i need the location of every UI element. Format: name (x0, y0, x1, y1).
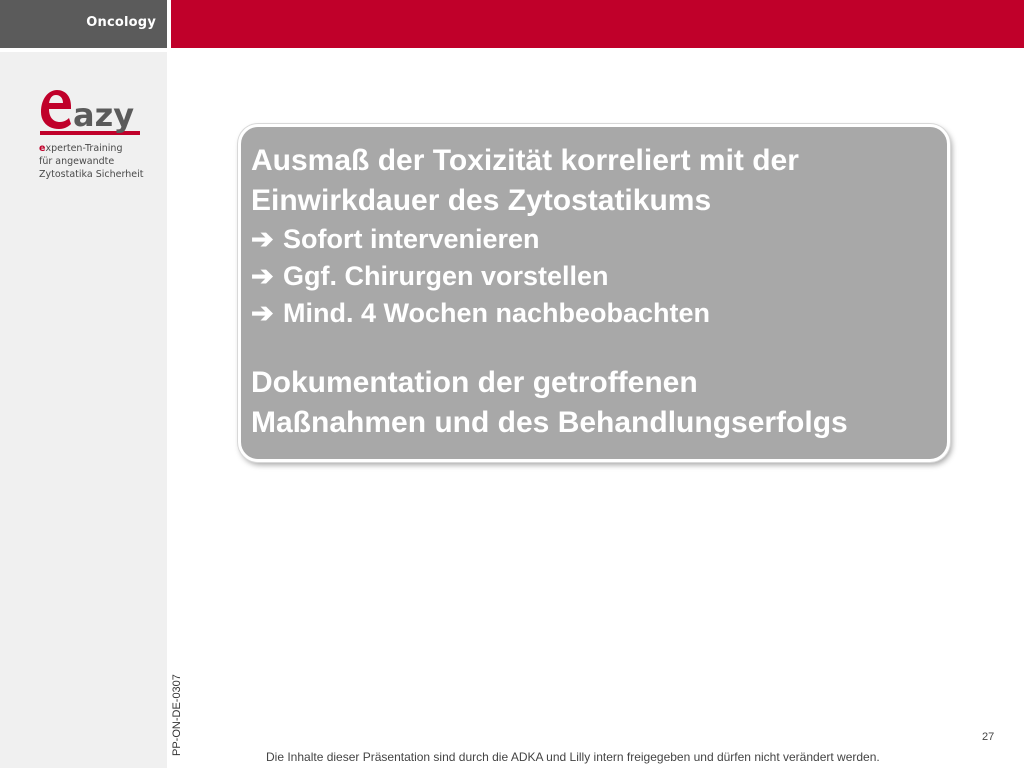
page-number: 27 (982, 731, 995, 743)
tagline-line-1-rest: xperten-Training (45, 143, 123, 154)
callout-bullet (251, 221, 937, 258)
callout-bullet-text: Mind. 4 Wochen nachbeobachten (283, 298, 711, 328)
header-red-bar (171, 0, 1024, 48)
arrow-right-icon: ➔ (251, 298, 274, 328)
callout-bullet-text: Ggf. Chirurgen vorstellen (283, 261, 609, 291)
callout-closing-line-1: Dokumentation der getroffenen (251, 366, 698, 399)
footer-disclaimer: Die Inhalte dieser Präsentation sind durch die ADKA und Lilly intern freigegeben und dürfen nicht verändert werden. (266, 750, 880, 764)
tagline-line-1 (39, 142, 143, 155)
callout-heading-line-1: Ausmaß der Toxizität korreliert mit der (251, 144, 799, 177)
tagline-line-3: Zytostatika Sicherheit (39, 169, 144, 180)
callout-box (238, 124, 950, 462)
svg-text:azy: azy (73, 96, 135, 134)
callout-bullet-text: Sofort intervenieren (283, 224, 540, 254)
arrow-right-icon: ➔ (251, 261, 274, 291)
callout-closing-line-2: Maßnahmen und des Behandlungserfolgs (251, 406, 848, 439)
callout-bullet (251, 258, 937, 295)
logo-tagline (39, 142, 143, 181)
document-code: PP-ON-DE-0307 (171, 674, 183, 756)
tagline-red-e: e (39, 143, 46, 154)
eazy-logo (38, 86, 148, 136)
arrow-right-icon: ➔ (251, 224, 274, 254)
section-label: Oncology (86, 15, 156, 30)
callout-spacer (251, 332, 937, 363)
callout-heading-line-2: Einwirkdauer des Zytostatikums (251, 184, 712, 217)
tagline-line-2: für angewandte (39, 156, 115, 167)
header-section-tab (0, 0, 167, 48)
callout-bullet (251, 295, 937, 332)
